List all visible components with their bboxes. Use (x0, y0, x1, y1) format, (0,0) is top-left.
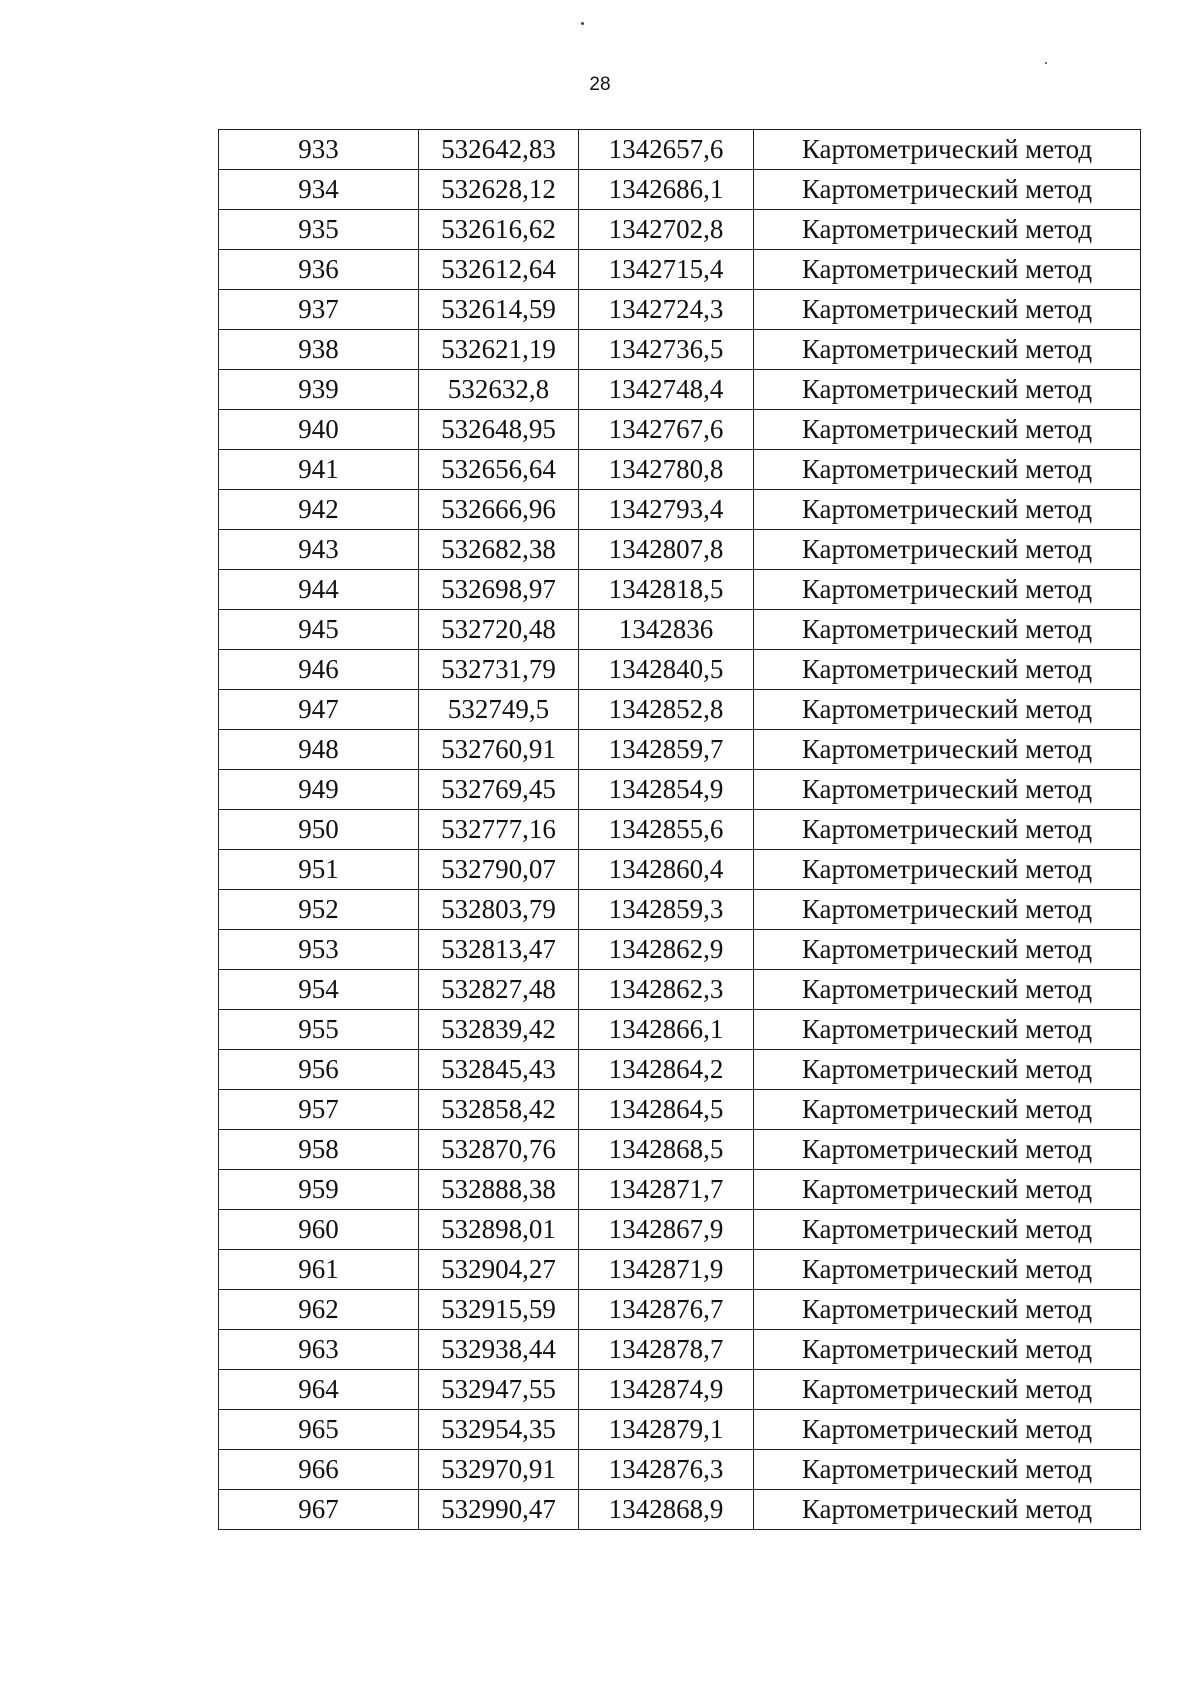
y-coordinate-cell: 1342715,4 (579, 250, 754, 290)
y-coordinate-cell: 1342859,7 (579, 730, 754, 770)
method-cell: Картометрический метод (754, 970, 1141, 1010)
point-number-cell: 943 (219, 530, 419, 570)
table-row (219, 1170, 1141, 1210)
x-coordinate-cell: 532888,38 (419, 1170, 579, 1210)
method-cell: Картометрический метод (754, 330, 1141, 370)
x-coordinate-cell: 532769,45 (419, 770, 579, 810)
point-number-cell: 952 (219, 890, 419, 930)
x-coordinate-cell: 532947,55 (419, 1370, 579, 1410)
table-row (219, 410, 1141, 450)
y-coordinate-cell: 1342868,5 (579, 1130, 754, 1170)
table-row (219, 1210, 1141, 1250)
point-number-cell: 964 (219, 1370, 419, 1410)
point-number-cell: 965 (219, 1410, 419, 1450)
y-coordinate-cell: 1342860,4 (579, 850, 754, 890)
point-number-cell: 948 (219, 730, 419, 770)
method-cell: Картометрический метод (754, 850, 1141, 890)
table-row (219, 650, 1141, 690)
x-coordinate-cell: 532612,64 (419, 250, 579, 290)
point-number-cell: 962 (219, 1290, 419, 1330)
y-coordinate-cell: 1342867,9 (579, 1210, 754, 1250)
method-cell: Картометрический метод (754, 1290, 1141, 1330)
x-coordinate-cell: 532614,59 (419, 290, 579, 330)
y-coordinate-cell: 1342864,2 (579, 1050, 754, 1090)
point-number-cell: 935 (219, 210, 419, 250)
table-row (219, 850, 1141, 890)
table-row (219, 930, 1141, 970)
method-cell: Картометрический метод (754, 1250, 1141, 1290)
table-body (219, 130, 1141, 1530)
method-cell: Картометрический метод (754, 650, 1141, 690)
point-number-cell: 936 (219, 250, 419, 290)
table-row (219, 1450, 1141, 1490)
y-coordinate-cell: 1342818,5 (579, 570, 754, 610)
table-row (219, 1090, 1141, 1130)
table-row (219, 1010, 1141, 1050)
table-row (219, 1050, 1141, 1090)
x-coordinate-cell: 532720,48 (419, 610, 579, 650)
method-cell: Картометрический метод (754, 810, 1141, 850)
scan-speck (1045, 62, 1047, 64)
point-number-cell: 939 (219, 370, 419, 410)
x-coordinate-cell: 532938,44 (419, 1330, 579, 1370)
x-coordinate-cell: 532839,42 (419, 1010, 579, 1050)
x-coordinate-cell: 532731,79 (419, 650, 579, 690)
y-coordinate-cell: 1342871,7 (579, 1170, 754, 1210)
x-coordinate-cell: 532632,8 (419, 370, 579, 410)
table-row (219, 1370, 1141, 1410)
table-row (219, 730, 1141, 770)
point-number-cell: 960 (219, 1210, 419, 1250)
x-coordinate-cell: 532698,97 (419, 570, 579, 610)
method-cell: Картометрический метод (754, 1410, 1141, 1450)
method-cell: Картометрический метод (754, 170, 1141, 210)
y-coordinate-cell: 1342780,8 (579, 450, 754, 490)
point-number-cell: 958 (219, 1130, 419, 1170)
method-cell: Картометрический метод (754, 1330, 1141, 1370)
method-cell: Картометрический метод (754, 290, 1141, 330)
method-cell: Картометрический метод (754, 570, 1141, 610)
table-row (219, 530, 1141, 570)
y-coordinate-cell: 1342852,8 (579, 690, 754, 730)
method-cell: Картометрический метод (754, 1010, 1141, 1050)
x-coordinate-cell: 532656,64 (419, 450, 579, 490)
point-number-cell: 945 (219, 610, 419, 650)
table-row (219, 810, 1141, 850)
method-cell: Картометрический метод (754, 690, 1141, 730)
point-number-cell: 963 (219, 1330, 419, 1370)
point-number-cell: 949 (219, 770, 419, 810)
y-coordinate-cell: 1342724,3 (579, 290, 754, 330)
y-coordinate-cell: 1342793,4 (579, 490, 754, 530)
point-number-cell: 941 (219, 450, 419, 490)
y-coordinate-cell: 1342702,8 (579, 210, 754, 250)
table-row (219, 1490, 1141, 1530)
method-cell: Картометрический метод (754, 730, 1141, 770)
y-coordinate-cell: 1342876,7 (579, 1290, 754, 1330)
table-row (219, 370, 1141, 410)
y-coordinate-cell: 1342862,9 (579, 930, 754, 970)
point-number-cell: 955 (219, 1010, 419, 1050)
y-coordinate-cell: 1342868,9 (579, 1490, 754, 1530)
y-coordinate-cell: 1342807,8 (579, 530, 754, 570)
x-coordinate-cell: 532777,16 (419, 810, 579, 850)
y-coordinate-cell: 1342840,5 (579, 650, 754, 690)
point-number-cell: 951 (219, 850, 419, 890)
x-coordinate-cell: 532845,43 (419, 1050, 579, 1090)
x-coordinate-cell: 532827,48 (419, 970, 579, 1010)
table-row (219, 570, 1141, 610)
y-coordinate-cell: 1342736,5 (579, 330, 754, 370)
method-cell: Картометрический метод (754, 130, 1141, 170)
table-row (219, 970, 1141, 1010)
y-coordinate-cell: 1342859,3 (579, 890, 754, 930)
point-number-cell: 966 (219, 1450, 419, 1490)
y-coordinate-cell: 1342686,1 (579, 170, 754, 210)
table-row (219, 610, 1141, 650)
table-row (219, 170, 1141, 210)
point-number-cell: 947 (219, 690, 419, 730)
table-row (219, 1290, 1141, 1330)
point-number-cell: 940 (219, 410, 419, 450)
x-coordinate-cell: 532870,76 (419, 1130, 579, 1170)
table-row (219, 210, 1141, 250)
method-cell: Картометрический метод (754, 610, 1141, 650)
method-cell: Картометрический метод (754, 410, 1141, 450)
y-coordinate-cell: 1342855,6 (579, 810, 754, 850)
point-number-cell: 961 (219, 1250, 419, 1290)
y-coordinate-cell: 1342874,9 (579, 1370, 754, 1410)
x-coordinate-cell: 532898,01 (419, 1210, 579, 1250)
method-cell: Картометрический метод (754, 1490, 1141, 1530)
page-number: 28 (589, 74, 611, 95)
coordinates-table (218, 129, 1141, 1530)
method-cell: Картометрический метод (754, 490, 1141, 530)
x-coordinate-cell: 532790,07 (419, 850, 579, 890)
method-cell: Картометрический метод (754, 770, 1141, 810)
point-number-cell: 934 (219, 170, 419, 210)
point-number-cell: 959 (219, 1170, 419, 1210)
table-row (219, 330, 1141, 370)
table-row (219, 130, 1141, 170)
table-row (219, 490, 1141, 530)
method-cell: Картометрический метод (754, 1090, 1141, 1130)
x-coordinate-cell: 532682,38 (419, 530, 579, 570)
method-cell: Картометрический метод (754, 890, 1141, 930)
x-coordinate-cell: 532915,59 (419, 1290, 579, 1330)
method-cell: Картометрический метод (754, 370, 1141, 410)
x-coordinate-cell: 532858,42 (419, 1090, 579, 1130)
y-coordinate-cell: 1342866,1 (579, 1010, 754, 1050)
x-coordinate-cell: 532954,35 (419, 1410, 579, 1450)
table-row (219, 450, 1141, 490)
table-row (219, 290, 1141, 330)
point-number-cell: 953 (219, 930, 419, 970)
method-cell: Картометрический метод (754, 1370, 1141, 1410)
table-row (219, 1130, 1141, 1170)
y-coordinate-cell: 1342657,6 (579, 130, 754, 170)
table-row (219, 1330, 1141, 1370)
point-number-cell: 957 (219, 1090, 419, 1130)
x-coordinate-cell: 532642,83 (419, 130, 579, 170)
y-coordinate-cell: 1342871,9 (579, 1250, 754, 1290)
table-row (219, 250, 1141, 290)
point-number-cell: 967 (219, 1490, 419, 1530)
table-row (219, 1410, 1141, 1450)
point-number-cell: 938 (219, 330, 419, 370)
x-coordinate-cell: 532990,47 (419, 1490, 579, 1530)
point-number-cell: 933 (219, 130, 419, 170)
x-coordinate-cell: 532803,79 (419, 890, 579, 930)
method-cell: Картометрический метод (754, 930, 1141, 970)
method-cell: Картометрический метод (754, 250, 1141, 290)
x-coordinate-cell: 532648,95 (419, 410, 579, 450)
x-coordinate-cell: 532904,27 (419, 1250, 579, 1290)
method-cell: Картометрический метод (754, 1450, 1141, 1490)
y-coordinate-cell: 1342767,6 (579, 410, 754, 450)
table-row (219, 690, 1141, 730)
method-cell: Картометрический метод (754, 1130, 1141, 1170)
method-cell: Картометрический метод (754, 1050, 1141, 1090)
scan-speck (581, 22, 584, 25)
x-coordinate-cell: 532970,91 (419, 1450, 579, 1490)
table-row (219, 1250, 1141, 1290)
x-coordinate-cell: 532666,96 (419, 490, 579, 530)
y-coordinate-cell: 1342854,9 (579, 770, 754, 810)
x-coordinate-cell: 532749,5 (419, 690, 579, 730)
x-coordinate-cell: 532628,12 (419, 170, 579, 210)
x-coordinate-cell: 532813,47 (419, 930, 579, 970)
x-coordinate-cell: 532621,19 (419, 330, 579, 370)
point-number-cell: 937 (219, 290, 419, 330)
y-coordinate-cell: 1342876,3 (579, 1450, 754, 1490)
y-coordinate-cell: 1342862,3 (579, 970, 754, 1010)
point-number-cell: 946 (219, 650, 419, 690)
method-cell: Картометрический метод (754, 530, 1141, 570)
y-coordinate-cell: 1342878,7 (579, 1330, 754, 1370)
y-coordinate-cell: 1342836 (579, 610, 754, 650)
method-cell: Картометрический метод (754, 450, 1141, 490)
method-cell: Картометрический метод (754, 210, 1141, 250)
y-coordinate-cell: 1342864,5 (579, 1090, 754, 1130)
point-number-cell: 942 (219, 490, 419, 530)
point-number-cell: 950 (219, 810, 419, 850)
point-number-cell: 944 (219, 570, 419, 610)
method-cell: Картометрический метод (754, 1170, 1141, 1210)
point-number-cell: 954 (219, 970, 419, 1010)
table-row (219, 890, 1141, 930)
method-cell: Картометрический метод (754, 1210, 1141, 1250)
x-coordinate-cell: 532616,62 (419, 210, 579, 250)
y-coordinate-cell: 1342748,4 (579, 370, 754, 410)
y-coordinate-cell: 1342879,1 (579, 1410, 754, 1450)
point-number-cell: 956 (219, 1050, 419, 1090)
table-row (219, 770, 1141, 810)
x-coordinate-cell: 532760,91 (419, 730, 579, 770)
